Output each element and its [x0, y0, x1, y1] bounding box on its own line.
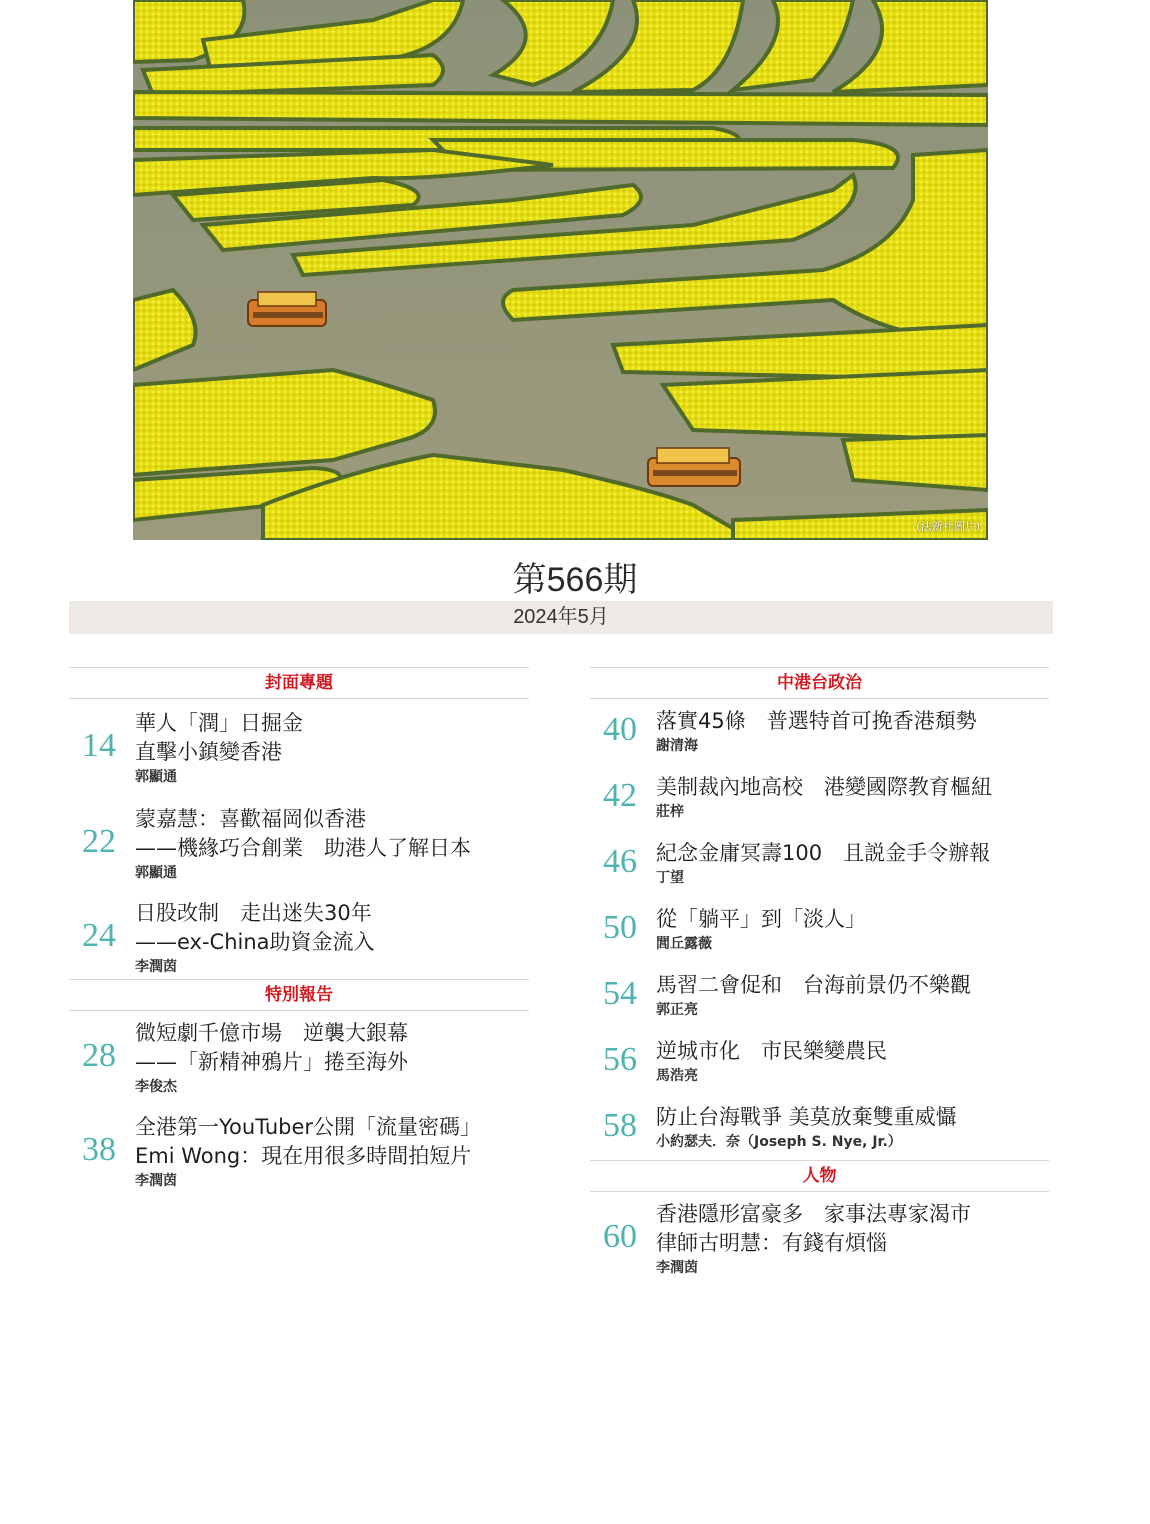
entry-title: ——「新精神鴉片」捲至海外: [135, 1050, 408, 1074]
cover-photo: [133, 0, 988, 540]
toc-entry-42[interactable]: [590, 773, 1049, 822]
section-heading: 人物: [590, 1160, 1049, 1192]
entry-author: 李潤茵: [656, 1260, 698, 1276]
issue-number: 第566期: [512, 561, 638, 599]
issue-date: 2024年5月: [69, 601, 1053, 634]
entry-author: 謝清海: [656, 738, 698, 754]
entry-author: 郭正亮: [656, 1002, 698, 1018]
entry-title: ——機緣巧合創業 助港人了解日本: [135, 836, 471, 860]
entry-title: 直擊小鎮變香港: [135, 740, 282, 764]
toc-entry-46[interactable]: [590, 839, 1049, 888]
entry-title: Emi Wong：現在用很多時間拍短片: [135, 1144, 472, 1168]
entry-title: 落實45條 普選特首可挽香港頹勢: [656, 709, 977, 733]
toc-right-column: [590, 667, 1049, 1278]
page-number: 60: [603, 1218, 637, 1255]
entry-author: 李潤茵: [135, 959, 177, 975]
section-heading: 特別報告: [69, 979, 529, 1011]
page-number: 28: [82, 1037, 116, 1074]
toc-entry-50[interactable]: [590, 905, 1049, 954]
page-number: 24: [82, 917, 116, 954]
section-heading: 中港台政治: [590, 667, 1049, 699]
toc-entry-28[interactable]: [69, 1019, 529, 1097]
toc-entry-40[interactable]: [590, 707, 1049, 756]
toc-entry-54[interactable]: [590, 971, 1049, 1020]
entry-title: 從「躺平」到「淡人」: [656, 907, 866, 931]
toc-entry-56[interactable]: [590, 1037, 1049, 1086]
page-number: 56: [603, 1041, 637, 1078]
photo-credit: (法新社圖片): [916, 520, 980, 533]
entry-title: 日股改制 走出迷失30年: [135, 901, 372, 925]
entry-author: 閭丘露薇: [656, 936, 712, 952]
entry-title: 香港隱形富豪多 家事法專家渴市: [656, 1202, 971, 1226]
page-number: 50: [603, 909, 637, 946]
page-number: 46: [603, 843, 637, 880]
entry-title: 全港第一YouTuber公開「流量密碼」: [135, 1115, 482, 1139]
entry-title: 馬習二會促和 台海前景仍不樂觀: [656, 973, 971, 997]
entry-author: 郭顯通: [135, 865, 177, 881]
entry-author: 莊梓: [656, 804, 684, 820]
toc-entry-22[interactable]: [69, 805, 529, 883]
toc-entry-24[interactable]: [69, 899, 529, 977]
entry-author: 李俊杰: [135, 1079, 177, 1095]
page-number: 38: [82, 1131, 116, 1168]
boat-1: [248, 292, 326, 326]
toc-entry-38[interactable]: [69, 1113, 529, 1191]
entry-title: 紀念金庸冥壽100 且説金手令辦報: [656, 841, 991, 865]
page-number: 40: [603, 711, 637, 748]
page-number: 14: [82, 727, 116, 764]
page-number: 22: [82, 823, 116, 860]
page-number: 42: [603, 777, 637, 814]
toc-entry-60[interactable]: [590, 1200, 1049, 1278]
entry-title: ——ex-China助資金流入: [135, 930, 375, 954]
entry-author: 李潤茵: [135, 1173, 177, 1189]
entry-title: 蒙嘉慧：喜歡福岡似香港: [135, 807, 366, 831]
entry-title: 華人「潤」日掘金: [135, 711, 303, 735]
entry-title: 微短劇千億市場 逆襲大銀幕: [135, 1021, 408, 1045]
page-number: 54: [603, 975, 637, 1012]
entry-title: 美制裁內地高校 港變國際教育樞紐: [656, 775, 992, 799]
toc-entry-14[interactable]: [69, 709, 529, 787]
boat-2: [648, 448, 740, 486]
entry-author: 郭顯通: [135, 769, 177, 785]
toc-entry-58[interactable]: [590, 1103, 1049, 1152]
entry-author: 馬浩亮: [656, 1068, 698, 1084]
entry-title: 逆城市化 市民樂變農民: [656, 1039, 887, 1063]
entry-author: 小約瑟夫．奈（Joseph S. Nye, Jr.）: [656, 1134, 902, 1150]
entry-title: 防止台海戰爭 美莫放棄雙重威懾: [656, 1105, 957, 1129]
section-heading: 封面專題: [69, 667, 529, 699]
page-number: 58: [603, 1107, 637, 1144]
toc-left-column: [69, 667, 529, 1191]
entry-title: 律師古明慧：有錢有煩惱: [656, 1231, 887, 1255]
entry-author: 丁望: [656, 870, 684, 886]
